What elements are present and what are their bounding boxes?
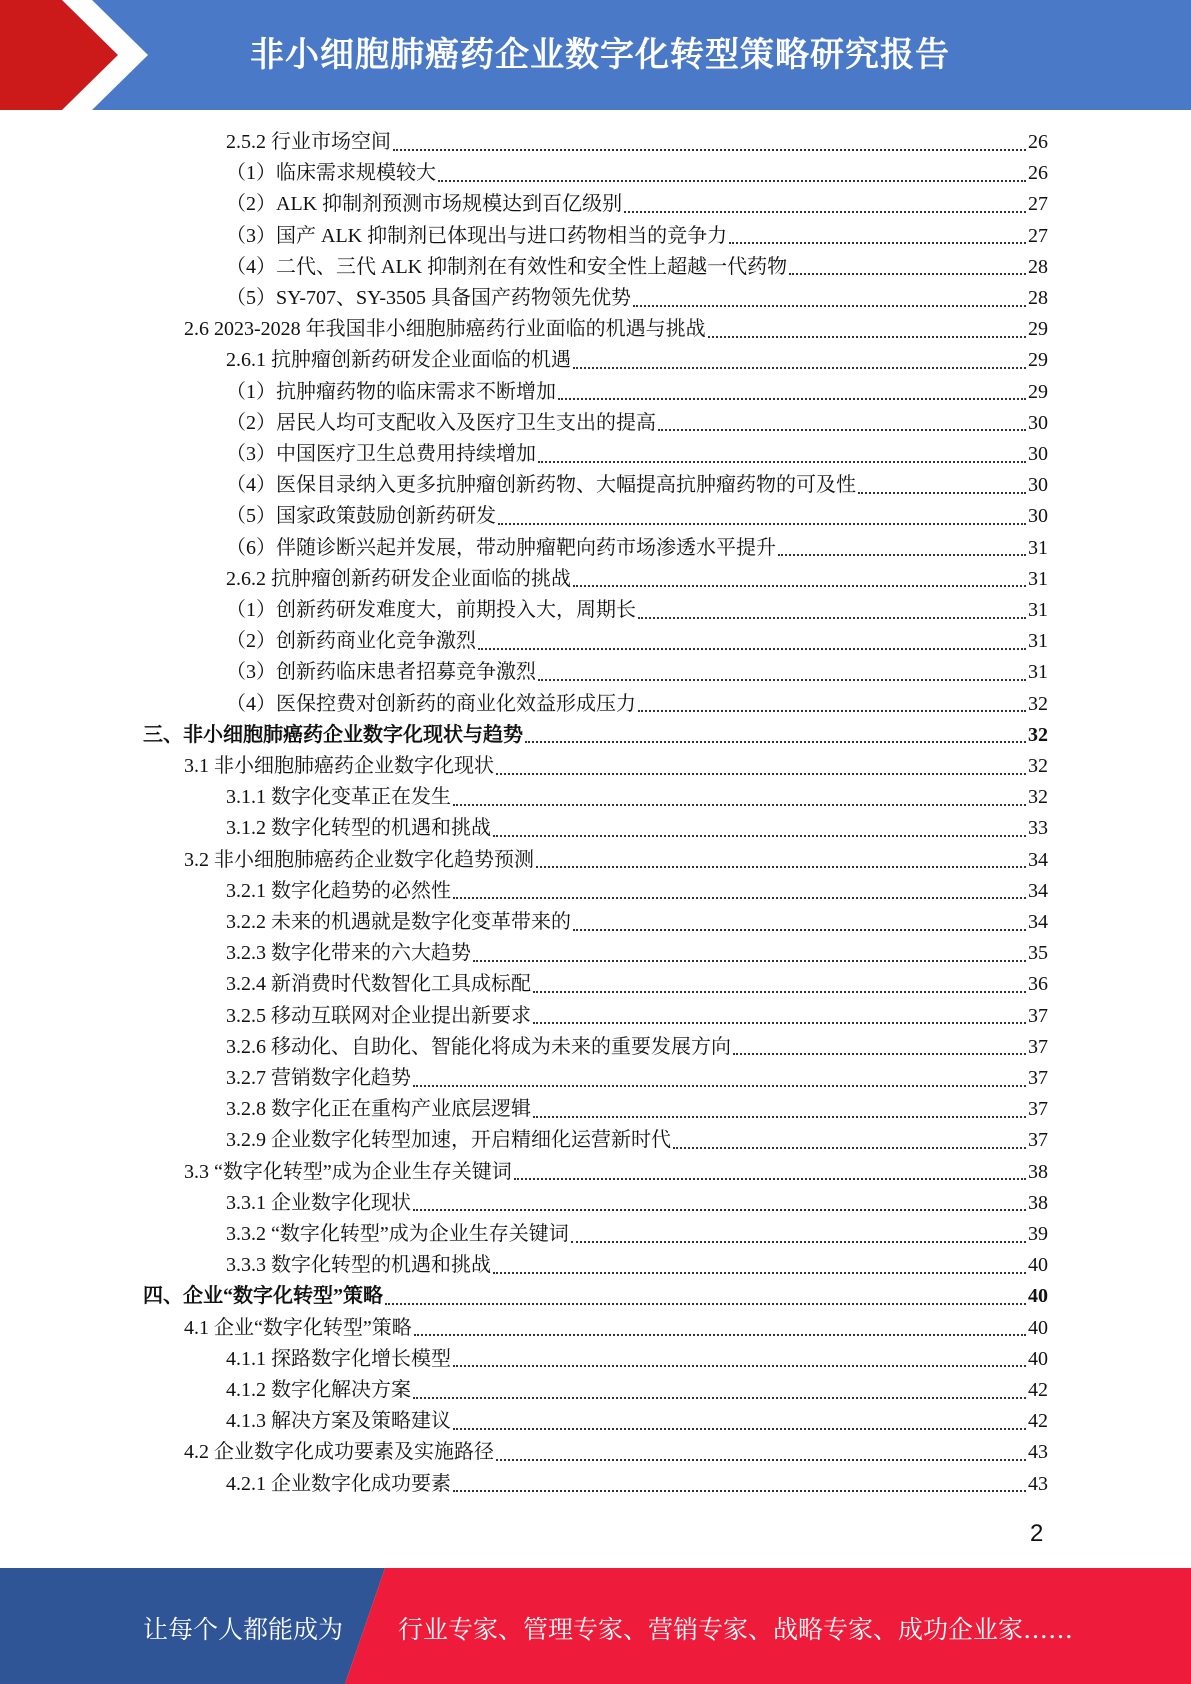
toc-entry-page: 37 [1028, 1035, 1048, 1058]
toc-entry-title: 3.1.1 数字化变革正在发生 [226, 786, 451, 809]
toc-entry-page: 28 [1028, 255, 1048, 278]
toc-entry-title: 3.1.2 数字化转型的机遇和挑战 [226, 817, 491, 840]
toc-entry-title: 3.2.5 移动互联网对企业提出新要求 [226, 1004, 531, 1027]
toc-entry-page: 34 [1028, 879, 1048, 902]
toc-entry[interactable] [226, 1188, 1048, 1219]
toc-entry-page: 27 [1028, 193, 1048, 216]
toc-leader-dots [536, 866, 1026, 868]
toc-entry[interactable] [226, 813, 1048, 844]
toc-entry[interactable] [226, 501, 1048, 532]
toc-entry[interactable] [226, 189, 1048, 220]
toc-entry-title: 3.2.7 营销数字化趋势 [226, 1067, 411, 1089]
toc-entry[interactable] [184, 1313, 1048, 1344]
toc-leader-dots [638, 710, 1026, 712]
toc-entry-title: 4.1.2 数字化解决方案 [226, 1379, 411, 1401]
toc-entry-title: 3.2.6 移动化、自助化、智能化将成为未来的重要发展方向 [226, 1035, 731, 1058]
toc-leader-dots [414, 1334, 1026, 1336]
toc-entry-title: （2）居民人均可支配收入及医疗卫生支出的提高 [226, 411, 656, 434]
toc-leader-dots [413, 1209, 1026, 1211]
toc-leader-dots [473, 960, 1026, 962]
toc-entry[interactable] [226, 564, 1048, 595]
toc-entry-page: 30 [1028, 411, 1048, 434]
toc-entry[interactable] [226, 657, 1048, 688]
toc-entry-page: 42 [1028, 1410, 1048, 1433]
toc-entry-page: 30 [1028, 474, 1048, 497]
toc-entry-title: 3.3.2 “数字化转型”成为企业生存关键词 [226, 1223, 569, 1245]
toc-leader-dots [393, 149, 1026, 151]
toc-leader-dots [453, 897, 1026, 899]
toc-entry[interactable] [184, 845, 1048, 876]
toc-entry-title: （5）国家政策鼓励创新药研发 [226, 505, 496, 528]
toc-leader-dots [493, 835, 1026, 837]
toc-leader-dots [789, 273, 1026, 275]
toc-entry-page: 28 [1028, 287, 1048, 309]
toc-entry[interactable] [226, 1469, 1048, 1500]
toc-entry[interactable] [143, 1281, 1048, 1312]
toc-entry-title: 3.1 非小细胞肺癌药企业数字化现状 [184, 755, 494, 777]
toc-entry[interactable] [226, 533, 1048, 564]
toc-leader-dots [533, 1022, 1026, 1024]
toc-leader-dots [496, 773, 1026, 775]
toc-leader-dots [438, 180, 1026, 182]
toc-entry-page: 26 [1028, 131, 1048, 153]
toc-leader-dots [478, 648, 1026, 650]
toc-entry-page: 43 [1028, 1441, 1048, 1464]
toc-entry-title: 3.2 非小细胞肺癌药企业数字化趋势预测 [184, 848, 534, 871]
toc-entry-title: 4.2 企业数字化成功要素及实施路径 [184, 1441, 494, 1464]
toc-leader-dots [778, 554, 1026, 556]
toc-entry-title: 4.1.1 探路数字化增长模型 [226, 1347, 451, 1370]
toc-leader-dots [385, 1303, 1026, 1305]
report-header [0, 0, 1191, 110]
toc-entry-title: （1）临床需求规模较大 [226, 162, 436, 185]
toc-leader-dots [573, 585, 1026, 587]
toc-entry-page: 38 [1028, 1160, 1048, 1183]
toc-entry[interactable] [226, 408, 1048, 439]
toc-entry-page: 29 [1028, 380, 1048, 403]
toc-entry-title: （3）国产 ALK 抑制剂已体现出与进口药物相当的竞争力 [226, 224, 728, 247]
toc-entry[interactable] [226, 689, 1048, 720]
toc-entry-page: 32 [1028, 786, 1048, 809]
toc-entry-page: 34 [1028, 848, 1048, 871]
toc-leader-dots [729, 242, 1026, 244]
toc-leader-dots [558, 398, 1026, 400]
report-footer [0, 1568, 1191, 1684]
toc-entry-title: 3.2.2 未来的机遇就是数字化变革带来的 [226, 911, 571, 933]
toc-entry[interactable] [226, 1063, 1048, 1094]
toc-entry-page: 37 [1028, 1098, 1048, 1121]
toc-entry[interactable] [226, 626, 1048, 657]
toc-entry-title: 3.2.3 数字化带来的六大趋势 [226, 942, 471, 965]
footer-roles: 行业专家、管理专家、营销专家、战略专家、成功企业家…… [398, 1615, 1074, 1644]
toc-entry-page: 40 [1028, 1347, 1048, 1370]
toc-entry[interactable] [143, 720, 1048, 751]
toc-entry-page: 38 [1028, 1191, 1048, 1214]
toc-entry-page: 30 [1028, 443, 1048, 465]
toc-entry-title: 2.5.2 行业市场空间 [226, 131, 391, 153]
toc-entry-page: 31 [1028, 630, 1048, 653]
toc-entry[interactable] [226, 345, 1048, 376]
toc-entry[interactable] [226, 1125, 1048, 1156]
toc-leader-dots [858, 492, 1026, 494]
toc-entry-title: （4）医保控费对创新药的商业化效益形成压力 [226, 692, 636, 715]
toc-entry-page: 31 [1028, 661, 1048, 684]
toc-leader-dots [525, 741, 1026, 743]
toc-leader-dots [453, 1365, 1026, 1367]
toc-entry-title: 3.3.3 数字化转型的机遇和挑战 [226, 1254, 491, 1277]
toc-leader-dots [413, 1397, 1026, 1399]
toc-entry[interactable] [226, 1375, 1048, 1406]
toc-entry-page: 36 [1028, 973, 1048, 996]
toc-leader-dots [493, 1272, 1026, 1274]
toc-entry[interactable] [226, 127, 1048, 158]
toc-leader-dots [624, 211, 1026, 213]
toc-entry-page: 31 [1028, 567, 1048, 590]
toc-entry-title: 3.3 “数字化转型”成为企业生存关键词 [184, 1160, 512, 1183]
toc-entry-title: 2.6 2023-2028 年我国非小细胞肺癌药行业面临的机遇与挑战 [184, 318, 706, 341]
toc-leader-dots [453, 1428, 1026, 1430]
toc-entry[interactable] [226, 439, 1048, 470]
toc-entry[interactable] [184, 751, 1048, 782]
report-title: 非小细胞肺癌药企业数字化转型策略研究报告 [250, 35, 950, 75]
toc-leader-dots [733, 1053, 1026, 1055]
toc-entry-page: 40 [1028, 1316, 1048, 1339]
toc-entry[interactable] [226, 1219, 1048, 1250]
toc-entry-title: 3.2.4 新消费时代数智化工具成标配 [226, 973, 531, 996]
toc-leader-dots [453, 1490, 1026, 1492]
toc-entry-title: （4）医保目录纳入更多抗肿瘤创新药物、大幅提高抗肿瘤药物的可及性 [226, 474, 856, 497]
toc-leader-dots [538, 461, 1026, 463]
toc-entry[interactable] [226, 470, 1048, 501]
toc-entry-title: 4.2.1 企业数字化成功要素 [226, 1472, 451, 1495]
toc-leader-dots [533, 991, 1026, 993]
toc-entry-title: （6）伴随诊断兴起并发展，带动肿瘤靶向药市场渗透水平提升 [226, 536, 776, 559]
toc-entry[interactable] [226, 595, 1048, 626]
page-number: 2 [1030, 1520, 1044, 1547]
toc-entry-title: （5）SY-707、SY-3505 具备国产药物领先优势 [226, 287, 632, 309]
toc-entry-page: 29 [1028, 349, 1048, 372]
toc-entry-title: 3.2.1 数字化趋势的必然性 [226, 879, 451, 902]
toc-entry-page: 35 [1028, 942, 1048, 965]
toc-leader-dots [633, 305, 1026, 307]
toc-leader-dots [573, 929, 1026, 931]
toc-entry-page: 33 [1028, 817, 1048, 840]
toc-entry-page: 31 [1028, 536, 1048, 559]
toc-entry[interactable] [226, 1001, 1048, 1032]
toc-leader-dots [533, 1116, 1026, 1118]
toc-entry-page: 26 [1028, 162, 1048, 185]
toc-entry-title: （3）中国医疗卫生总费用持续增加 [226, 443, 536, 465]
toc-entry-title: （4）二代、三代 ALK 抑制剂在有效性和安全性上超越一代药物 [226, 255, 788, 278]
toc-entry-title: （2）ALK 抑制剂预测市场规模达到百亿级别 [226, 193, 623, 216]
toc-entry[interactable] [226, 1032, 1048, 1063]
toc-entry[interactable] [226, 283, 1048, 314]
toc-entry-title: （1）抗肿瘤药物的临床需求不断增加 [226, 380, 556, 403]
toc-entry-title: （2）创新药商业化竞争激烈 [226, 630, 476, 653]
toc-entry-title: 3.3.1 企业数字化现状 [226, 1191, 411, 1214]
toc-leader-dots [514, 1178, 1026, 1180]
toc-entry[interactable] [226, 377, 1048, 408]
footer-slogan: 让每个人都能成为 [143, 1615, 344, 1644]
toc-entry-title: 四、企业“数字化转型”策略 [143, 1285, 383, 1308]
toc-entry[interactable] [184, 314, 1048, 345]
toc-entry[interactable] [226, 158, 1048, 189]
toc-entry-title: 3.2.9 企业数字化转型加速，开启精细化运营新时代 [226, 1129, 671, 1152]
toc-entry[interactable] [226, 221, 1048, 252]
toc-entry-title: 三、非小细胞肺癌药企业数字化现状与趋势 [143, 723, 523, 746]
toc-entry-page: 32 [1028, 755, 1048, 777]
toc-entry[interactable] [226, 1406, 1048, 1437]
toc-entry-page: 43 [1028, 1472, 1048, 1495]
toc-leader-dots [638, 617, 1026, 619]
toc-leader-dots [498, 523, 1026, 525]
toc-entry-page: 37 [1028, 1129, 1048, 1152]
toc-entry-title: 4.1.3 解决方案及策略建议 [226, 1410, 451, 1433]
toc-entry[interactable] [226, 876, 1048, 907]
toc-leader-dots [413, 1085, 1026, 1087]
toc-entry-title: （1）创新药研发难度大，前期投入大，周期长 [226, 599, 636, 621]
toc-leader-dots [673, 1147, 1026, 1149]
toc-leader-dots [496, 1459, 1026, 1461]
toc-entry[interactable] [226, 1344, 1048, 1375]
toc-entry-page: 40 [1028, 1285, 1048, 1308]
toc-entry-page: 42 [1028, 1379, 1048, 1401]
toc-leader-dots [708, 336, 1026, 338]
toc-entry-page: 32 [1028, 723, 1048, 746]
toc-entry[interactable] [226, 907, 1048, 938]
toc-leader-dots [453, 804, 1026, 806]
toc-entry-page: 31 [1028, 599, 1048, 621]
toc-entry-page: 27 [1028, 224, 1048, 247]
toc-entry-title: 4.1 企业“数字化转型”策略 [184, 1316, 412, 1339]
toc-entry-page: 37 [1028, 1004, 1048, 1027]
toc-leader-dots [658, 429, 1026, 431]
toc-entry[interactable] [226, 969, 1048, 1000]
toc-entry[interactable] [184, 1157, 1048, 1188]
toc-entry[interactable] [226, 252, 1048, 283]
toc-entry-page: 32 [1028, 692, 1048, 715]
toc-entry-page: 30 [1028, 505, 1048, 528]
toc-entry-title: 2.6.2 抗肿瘤创新药研发企业面临的挑战 [226, 567, 571, 590]
toc-entry-page: 40 [1028, 1254, 1048, 1277]
toc-entry[interactable] [226, 1250, 1048, 1281]
toc-leader-dots [571, 1241, 1026, 1243]
toc-entry[interactable] [226, 938, 1048, 969]
toc-entry[interactable] [184, 1437, 1048, 1468]
toc-entry-page: 37 [1028, 1067, 1048, 1089]
toc-entry[interactable] [226, 1094, 1048, 1125]
toc-entry-page: 29 [1028, 318, 1048, 341]
toc-leader-dots [573, 367, 1026, 369]
toc-entry[interactable] [226, 782, 1048, 813]
toc-entry-title: 2.6.1 抗肿瘤创新药研发企业面临的机遇 [226, 349, 571, 372]
toc-entry-page: 34 [1028, 911, 1048, 933]
toc-entry-title: （3）创新药临床患者招募竞争激烈 [226, 661, 536, 684]
toc-leader-dots [538, 679, 1026, 681]
toc-entry-title: 3.2.8 数字化正在重构产业底层逻辑 [226, 1098, 531, 1121]
toc-entry-page: 39 [1028, 1223, 1048, 1245]
